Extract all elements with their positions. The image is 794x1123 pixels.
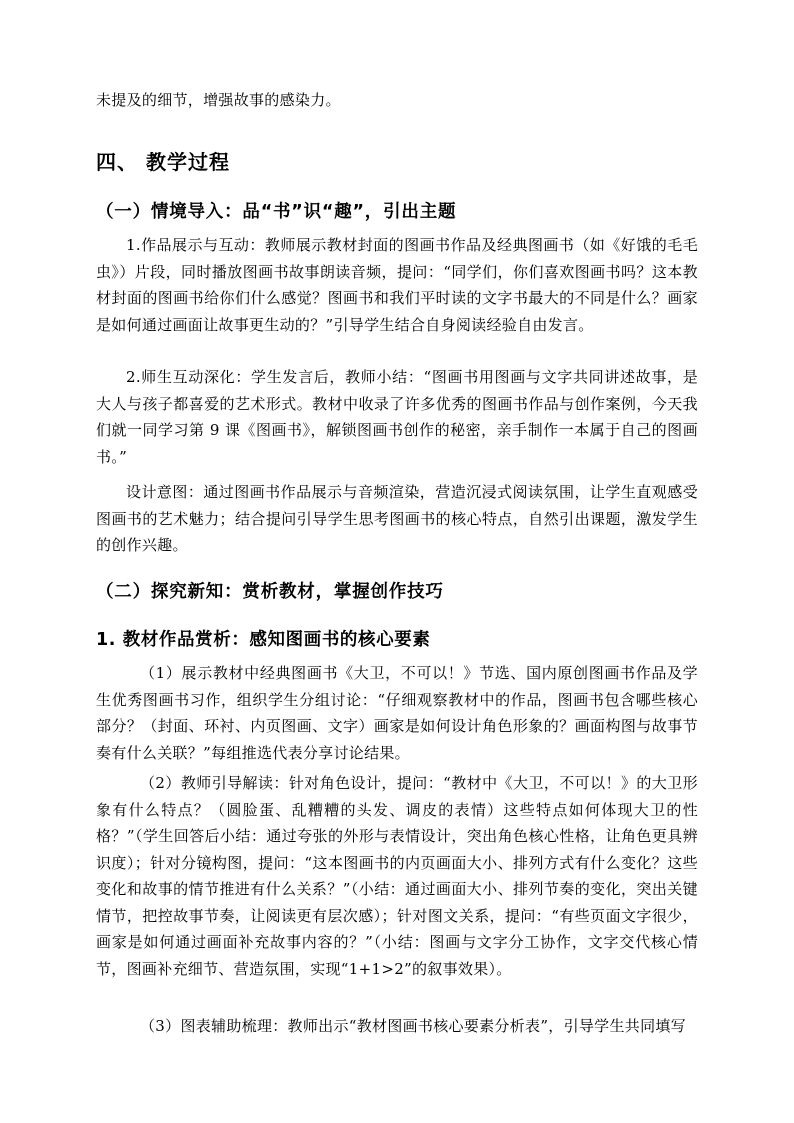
part2-paragraph-2: （2）教师引导解读：针对角色设计，提问：“教材中《大卫，不可以！》的大卫形象有什么特点？（圆脸蛋、乱糟糟的头发、调皮的表情）这些特点如何体现大卫的性格？”（学生回答后小结：通过夸张的外形与表情设计，突出角色核心性格，让角色更具辨识度）；针对分镜构图，提问：“这本图画书的内页画面大小、排列方式有什么变化？这些变化和故事的情节推进有什么关系？”（小结：通过画面大小、排列节奏的变化，突出关键情节，把控故事节奏，让阅读更有层次感）；针对图文关系，提问：“有些页面文字很少，画家是如何通过画面补充故事内容的？”（小结：图画与文字分工协作，文字交代核心情节，图画补充细节、营造氛围，实现“1+1>2”的叙事效果）。 [96, 774, 698, 978]
part1-design-intent: 设计意图：通过图画书作品展示与音频渲染，营造沉浸式阅读氛围，让学生直观感受图画书的艺术魅力；结合提问引导学生思考图画书的核心特点，自然引出课题，激发学生的创作兴趣。 [96, 483, 698, 554]
section-title: 四、 教学过程 [96, 150, 230, 174]
part2-subheading-1: 1. 教材作品赏析：感知图画书的核心要素 [96, 630, 431, 650]
intro-line: 未提及的细节，增强故事的感染力。 [96, 91, 341, 109]
part2-paragraph-1: （1）展示教材中经典图画书《大卫，不可以！》节选、国内原创图画书作品及学生优秀图画书习作，组织学生分组讨论：“仔细观察教材中的作品，图画书包含哪些核心部分？（封面、环衬、内页图画、文字）画家是如何设计角色形象的？画面构图与故事节奏有什么关联？”每组推选代表分享讨论结果。 [96, 664, 698, 762]
part2-heading: （二）探究新知：赏析教材，掌握创作技巧 [96, 582, 444, 602]
part1-paragraph-1: 1.作品展示与互动：教师展示教材封面的图画书作品及经典图画书（如《好饿的毛毛虫》）片段，同时播放图画书故事朗读音频，提问：“同学们，你们喜欢图画书吗？这本教材封面的图画书给你们什么感觉？图画书和我们平时读的文字书最大的不同是什么？画家是如何通过画面让故事更生动的？”引导学生结合自身阅读经验自由发言。 [96, 236, 698, 334]
part1-heading: （一）情境导入：品“书”识“趣”，引出主题 [96, 202, 457, 222]
part1-paragraph-2: 2.师生互动深化：学生发言后，教师小结：“图画书用图画与文字共同讲述故事，是大人与孩子都喜爱的艺术形式。教材中收录了许多优秀的图画书作品与创作案例，今天我们就一同学习第 9 课《图画书》，解锁图画书创作的秘密，亲手制作一本属于自己的图画书。” [96, 368, 698, 466]
part2-paragraph-3: （3）图表辅助梳理：教师出示“教材图画书核心要素分析表”，引导学生共同填写 [140, 1017, 686, 1035]
